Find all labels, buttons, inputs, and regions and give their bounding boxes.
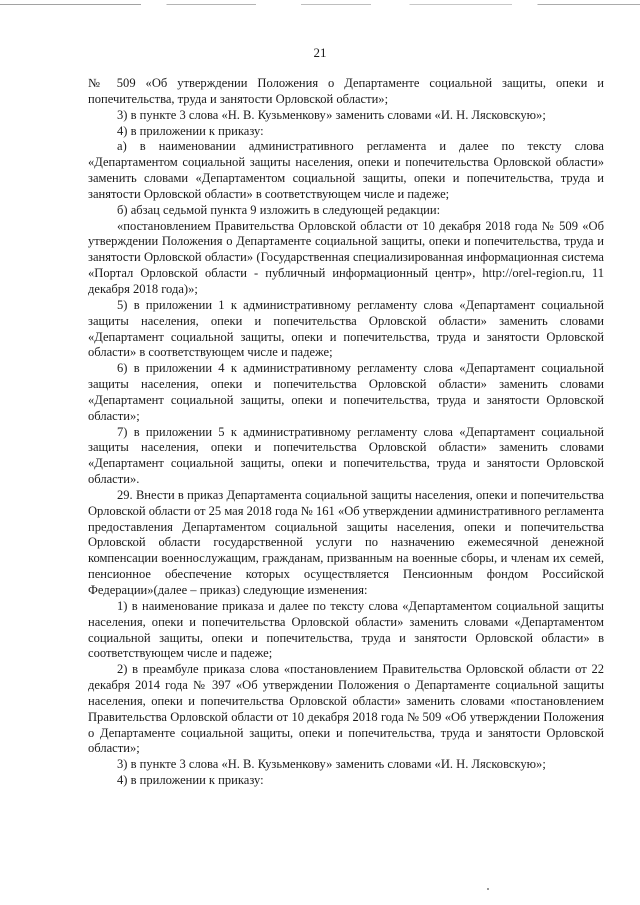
paragraph-section-29-item-3: 3) в пункте 3 слова «Н. В. Кузьменкову» заменить словами «И. Н. Лясковскую»; bbox=[117, 757, 546, 772]
paragraph-section-29-item-1: 1) в наименование приказа и далее по тексту слова «Департаментом социальной защиты населения, опеки и попечительства Орловской области» заменить словами «Департаментом социальной защиты, опеки и попечительства, труда и занятости Орловской области» в соответствующем числе и падеже; bbox=[88, 598, 604, 661]
scan-edge-artifact bbox=[0, 4, 640, 5]
document-body bbox=[88, 76, 604, 789]
paragraph-item-4: 4) в приложении к приказу: bbox=[117, 123, 264, 138]
paragraph-item-5: 5) в приложении 1 к административному регламенту слова «Департамент социальной защиты населения, опеки и попечительства Орловской области» заменить словами «Департамент социальной защиты, опеки и попечительства, труда и занятости Орловской области» в соответствующем числе и падеже; bbox=[88, 297, 604, 360]
paragraph-item-6: 6) в приложении 4 к административному регламенту слова «Департамент социальной защиты населения, опеки и попечительства Орловской области» заменить словами «Департамент социальной защиты, опеки и попечительства, труда и занятости Орловской области»; bbox=[88, 361, 604, 423]
paragraph-item-b: б) абзац седьмой пункта 9 изложить в следующей редакции: bbox=[117, 202, 441, 217]
paragraph-item-7: 7) в приложении 5 к административному регламенту слова «Департамент социальной защиты населения, опеки и попечительства Орловской области» заменить словами «Департамент социальной защиты, опеки и попечительства, труда и занятости Орловской области». bbox=[88, 424, 604, 487]
paragraph-section-29-item-4: 4) в приложении к приказу: bbox=[117, 773, 264, 788]
page-number: 21 bbox=[313, 45, 327, 60]
paragraph-section-29: 29. Внести в приказ Департамента социальной защиты населения, опеки и попечительства Орловской области от 25 мая 2018 года № 161 «Об утверждении административного регламента предоставления Департаментом социальной защиты населения, опеки и попечительства Орловской области государственной услуги по назначению ежемесячной денежной компенсации военнослужащим, гражданам, призванным на военные сборы, и членам их семей, пенсионное обеспечение которых осуществляется Пенсионным фондом Российской Федерации»(далее – приказ) следующие изменения: bbox=[88, 487, 604, 597]
paragraph-quoted-text: «постановлением Правительства Орловской области от 10 декабря 2018 года № 509 «Об утверждении Положения о Департаменте социальной защиты, опеки и попечительства, труда и занятости Орловской области» (Государственная специализированная информационная система «Портал Орловской области - публичный информационный центр», http://orel-region.ru, 11 декабря 2018 года)»; bbox=[88, 218, 604, 296]
paragraph-item-3: 3) в пункте 3 слова «Н. В. Кузьменкову» заменить словами «И. Н. Лясковскую»; bbox=[117, 107, 546, 122]
paragraph-continuation: № 509 «Об утверждении Положения о Департаменте социальной защиты, опеки и попечительства, труда и занятости Орловской области»; bbox=[88, 76, 604, 106]
paragraph-section-29-item-2: 2) в преамбуле приказа слова «постановлением Правительства Орловской области от 22 декабря 2014 года № 397 «Об утверждении Положения о Департаменте социальной защиты населения, опеки и попечительства Орловской области» заменить словами «постановлением Правительства Орловской области от 10 декабря 2018 года № 509 «Об утверждении Положения о Департаменте социальной защиты, опеки и попечительства, труда и занятости Орловской области»; bbox=[88, 662, 604, 756]
scan-speck-artifact bbox=[487, 888, 489, 890]
paragraph-item-a: а) в наименовании административного регламента и далее по тексту слова «Департаментом социальной защиты населения, опеки и попечительства Орловской области» заменить словами «Департаментом социальной защиты, опеки и попечительства, труда и занятости Орловской области» в соответствующем числе и падеже; bbox=[88, 139, 604, 201]
